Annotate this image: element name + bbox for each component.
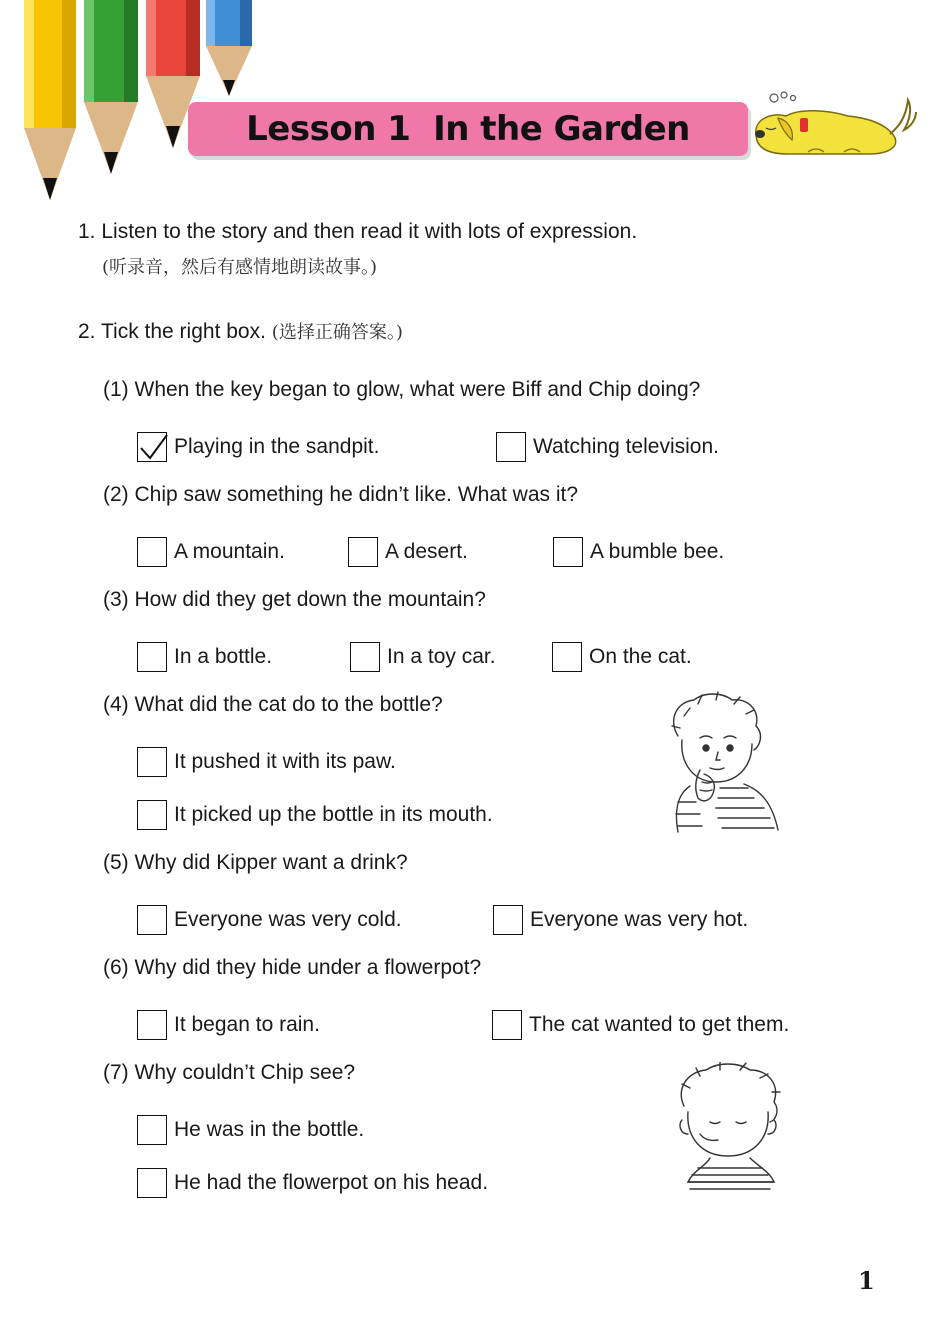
checkbox[interactable] <box>137 905 167 935</box>
smiling-boy-illustration <box>670 1062 795 1194</box>
option-label: Everyone was very cold. <box>174 908 402 931</box>
option[interactable] <box>137 1168 488 1198</box>
checkbox[interactable] <box>137 1010 167 1040</box>
question-2: (2) Chip saw something he didn’t like. What was it? <box>103 483 579 506</box>
checkbox[interactable] <box>137 747 167 777</box>
question-1: (1) When the key began to glow, what were Biff and Chip doing? <box>103 378 701 401</box>
sleeping-dog-illustration <box>748 90 920 160</box>
option-label: Playing in the sandpit. <box>174 435 380 458</box>
option-label: It began to rain. <box>174 1013 320 1036</box>
option[interactable] <box>137 905 402 935</box>
option[interactable] <box>137 1010 320 1040</box>
option-label: It pushed it with its paw. <box>174 750 396 773</box>
checkbox[interactable] <box>137 1115 167 1145</box>
yellow-pencil <box>24 0 76 200</box>
instruction-1-chinese: (听录音，然后有感情地朗读故事。) <box>102 257 378 278</box>
option[interactable] <box>137 537 285 567</box>
checkbox[interactable] <box>348 537 378 567</box>
option-label: In a toy car. <box>387 645 496 668</box>
option[interactable] <box>496 432 719 462</box>
option-label: He had the flowerpot on his head. <box>174 1171 489 1194</box>
option[interactable] <box>553 537 724 567</box>
checkbox[interactable] <box>493 905 523 935</box>
checkbox[interactable] <box>137 642 167 672</box>
option[interactable] <box>137 1115 364 1145</box>
option[interactable] <box>348 537 468 567</box>
checkbox[interactable] <box>137 800 167 830</box>
instruction-2-text: Tick the right box. <box>100 320 266 343</box>
checkbox[interactable] <box>552 642 582 672</box>
option[interactable] <box>137 800 493 830</box>
option-label: The cat wanted to get them. <box>529 1013 790 1036</box>
option[interactable] <box>350 642 496 672</box>
title-banner <box>188 102 748 156</box>
option-label: A desert. <box>385 540 468 563</box>
checkbox[interactable] <box>496 432 526 462</box>
check-icon <box>138 433 168 463</box>
blue-pencil <box>206 0 252 96</box>
instruction-2: 2. Tick the right box. (选择正确答案。) <box>78 320 403 343</box>
question-6: (6) Why did they hide under a flowerpot? <box>103 956 482 979</box>
checkbox[interactable] <box>492 1010 522 1040</box>
option-label: It picked up the bottle in its mouth. <box>174 803 493 826</box>
question-7: (7) Why couldn’t Chip see? <box>103 1061 356 1084</box>
option-label: On the cat. <box>589 645 692 668</box>
option[interactable] <box>137 747 396 777</box>
option[interactable] <box>492 1010 789 1040</box>
option[interactable] <box>552 642 692 672</box>
checkbox[interactable] <box>137 432 167 462</box>
option-label: In a bottle. <box>174 645 273 668</box>
option[interactable] <box>137 432 379 462</box>
option-label: A mountain. <box>174 540 285 563</box>
option-label: Everyone was very hot. <box>530 908 749 931</box>
page-number: 1 <box>858 1266 875 1295</box>
option-label: He was in the bottle. <box>174 1118 365 1141</box>
question-5: (5) Why did Kipper want a drink? <box>103 851 408 874</box>
checkbox[interactable] <box>350 642 380 672</box>
green-pencil <box>84 0 138 174</box>
instruction-2-chinese: (选择正确答案。) <box>271 322 403 343</box>
lesson-title: Lesson 1 In the Garden <box>246 109 690 149</box>
instruction-1-text: Listen to the story and then read it with lots of expression. <box>101 220 638 243</box>
checkbox[interactable] <box>137 537 167 567</box>
question-4: (4) What did the cat do to the bottle? <box>103 693 443 716</box>
checkbox[interactable] <box>553 537 583 567</box>
option-label: A bumble bee. <box>590 540 725 563</box>
option-label: Watching television. <box>533 435 719 458</box>
option[interactable] <box>493 905 748 935</box>
instruction-1: 1. Listen to the story and then read it with lots of expression. <box>78 220 638 243</box>
question-3: (3) How did they get down the mountain? <box>103 588 486 611</box>
checkbox[interactable] <box>137 1168 167 1198</box>
thinking-boy-illustration <box>660 690 790 840</box>
option[interactable] <box>137 642 272 672</box>
